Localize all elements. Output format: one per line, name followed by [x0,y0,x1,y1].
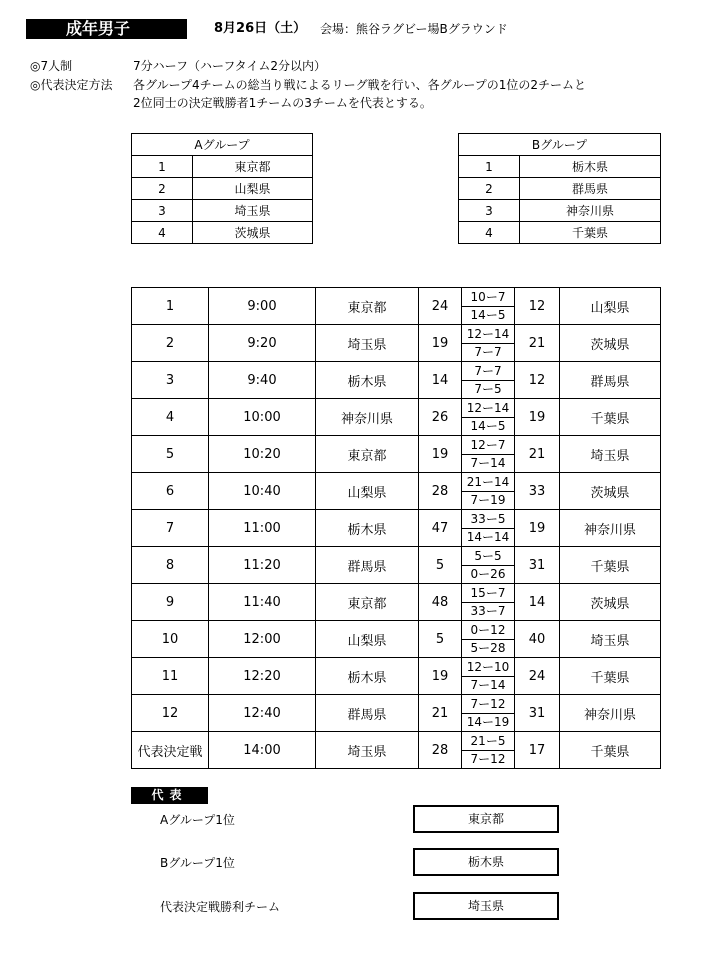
match-row [132,621,661,658]
group-a-row [132,178,313,200]
second-half-score: 7ー19 [470,492,506,507]
match-row [132,473,661,510]
away-team: 埼玉県 [560,621,661,658]
match-row [132,732,661,769]
second-half-score: 7ー12 [470,751,506,766]
half-scores [462,399,515,436]
home-team: 埼玉県 [316,325,419,362]
match-time: 10:20 [209,436,316,473]
first-half-score: 33ー5 [462,511,514,529]
match-number: 4 [132,399,209,436]
second-half-score: 14ー5 [470,418,506,433]
away-team: 神奈川県 [560,510,661,547]
first-half-score: 7ー12 [462,696,514,714]
first-half-score: 21ー5 [462,733,514,751]
first-half-score: 0ー12 [462,622,514,640]
home-team: 東京都 [316,584,419,621]
away-score: 21 [515,436,560,473]
team-name: 埼玉県 [193,200,313,222]
match-time: 12:00 [209,621,316,658]
team-name: 群馬県 [520,178,661,200]
first-half-score: 21ー14 [462,474,514,492]
match-row [132,584,661,621]
home-score: 19 [419,325,462,362]
second-half-score: 7ー14 [470,677,506,692]
half-scores [462,362,515,399]
match-time: 14:00 [209,732,316,769]
match-number: 9 [132,584,209,621]
home-score: 14 [419,362,462,399]
rule-format-text: 7分ハーフ（ハーフタイム2分以内） [133,59,326,73]
group-b-row [459,156,661,178]
match-schedule-table [131,287,661,769]
match-number: 1 [132,288,209,325]
away-team: 群馬県 [560,362,661,399]
event-date: 8月26日（土） [214,21,307,36]
rule-format-label: ◎7人制 [30,59,73,73]
half-scores [462,732,515,769]
match-number: 3 [132,362,209,399]
home-team: 栃木県 [316,510,419,547]
match-number: 11 [132,658,209,695]
match-time: 9:40 [209,362,316,399]
match-number: 6 [132,473,209,510]
home-score: 24 [419,288,462,325]
half-scores [462,658,515,695]
match-time: 12:20 [209,658,316,695]
home-team: 東京都 [316,288,419,325]
away-team: 千葉県 [560,547,661,584]
match-time: 9:00 [209,288,316,325]
home-score: 19 [419,436,462,473]
team-number: 4 [459,222,520,244]
match-row [132,547,661,584]
half-scores [462,695,515,732]
away-score: 33 [515,473,560,510]
away-team: 神奈川県 [560,695,661,732]
match-time: 11:20 [209,547,316,584]
home-team: 山梨県 [316,621,419,658]
match-time: 11:00 [209,510,316,547]
match-number: 代表決定戦 [132,732,209,769]
team-number: 3 [459,200,520,222]
match-time: 10:00 [209,399,316,436]
team-name: 栃木県 [520,156,661,178]
half-scores [462,584,515,621]
first-half-score: 5ー5 [462,548,514,566]
away-team: 山梨県 [560,288,661,325]
match-row [132,658,661,695]
away-score: 12 [515,288,560,325]
half-scores [462,473,515,510]
second-half-score: 5ー28 [470,640,506,655]
group-b-table [458,133,661,244]
second-half-score: 7ー7 [474,344,502,359]
group-b-row [459,222,661,244]
match-row [132,288,661,325]
group-b-title: Bグループ [459,134,661,156]
away-team: 埼玉県 [560,436,661,473]
half-scores [462,621,515,658]
rule-method-text-line1: 各グループ4チームの総当り戦によるリーグ戦を行い、各グループの1位の2チームと [133,78,586,92]
half-scores [462,288,515,325]
home-score: 5 [419,547,462,584]
home-score: 28 [419,732,462,769]
team-name: 山梨県 [193,178,313,200]
group-a-title: Aグループ [132,134,313,156]
group-a-row [132,200,313,222]
representatives-heading: 代表 [131,787,208,804]
away-team: 千葉県 [560,732,661,769]
second-half-score: 14ー14 [466,529,510,544]
team-number: 3 [132,200,193,222]
home-score: 26 [419,399,462,436]
home-team: 栃木県 [316,362,419,399]
match-row [132,399,661,436]
team-name: 東京都 [193,156,313,178]
rep-team-playoff: 埼玉県 [413,892,559,920]
team-name: 茨城県 [193,222,313,244]
home-team: 埼玉県 [316,732,419,769]
home-team: 栃木県 [316,658,419,695]
match-row [132,695,661,732]
home-team: 東京都 [316,436,419,473]
away-team: 茨城県 [560,584,661,621]
group-a-row [132,222,313,244]
match-number: 2 [132,325,209,362]
match-number: 5 [132,436,209,473]
match-number: 10 [132,621,209,658]
rule-method-text-line2: 2位同士の決定戦勝者1チームの3チームを代表とする。 [133,96,432,110]
first-half-score: 15ー7 [462,585,514,603]
match-time: 10:40 [209,473,316,510]
home-team: 山梨県 [316,473,419,510]
match-time: 9:20 [209,325,316,362]
match-number: 7 [132,510,209,547]
home-score: 19 [419,658,462,695]
match-row [132,510,661,547]
rule-method-label: ◎代表決定方法 [30,78,113,92]
match-row [132,362,661,399]
away-score: 19 [515,399,560,436]
first-half-score: 12ー14 [462,400,514,418]
away-score: 14 [515,584,560,621]
away-team: 茨城県 [560,325,661,362]
team-number: 1 [459,156,520,178]
first-half-score: 12ー14 [462,326,514,344]
page-title: 成年男子 [26,19,187,39]
away-score: 21 [515,325,560,362]
home-team: 群馬県 [316,547,419,584]
rep-label-playoff: 代表決定戦勝利チーム [160,900,281,914]
rep-team-a: 東京都 [413,805,559,833]
second-half-score: 7ー5 [474,381,502,396]
match-time: 12:40 [209,695,316,732]
rep-team-b: 栃木県 [413,848,559,876]
away-score: 17 [515,732,560,769]
match-row [132,325,661,362]
half-scores [462,547,515,584]
group-a-row [132,156,313,178]
team-name: 千葉県 [520,222,661,244]
rep-label-b: Bグループ1位 [160,856,235,870]
home-score: 5 [419,621,462,658]
rep-label-a: Aグループ1位 [160,813,235,827]
away-team: 茨城県 [560,473,661,510]
team-number: 1 [132,156,193,178]
group-a-table [131,133,313,244]
second-half-score: 33ー7 [470,603,506,618]
team-number: 4 [132,222,193,244]
second-half-score: 7ー14 [470,455,506,470]
second-half-score: 14ー19 [466,714,510,729]
home-score: 47 [419,510,462,547]
away-score: 31 [515,547,560,584]
match-row [132,436,661,473]
second-half-score: 14ー5 [470,307,506,322]
home-score: 28 [419,473,462,510]
away-score: 24 [515,658,560,695]
first-half-score: 12ー10 [462,659,514,677]
away-score: 40 [515,621,560,658]
group-b-row [459,178,661,200]
match-number: 12 [132,695,209,732]
half-scores [462,436,515,473]
team-number: 2 [132,178,193,200]
event-venue: 会場：熊谷ラグビー場Bグラウンド [320,22,508,36]
first-half-score: 7ー7 [462,363,514,381]
match-time: 11:40 [209,584,316,621]
home-score: 21 [419,695,462,732]
match-number: 8 [132,547,209,584]
home-team: 群馬県 [316,695,419,732]
away-score: 19 [515,510,560,547]
team-name: 神奈川県 [520,200,661,222]
first-half-score: 10ー7 [462,289,514,307]
home-score: 48 [419,584,462,621]
first-half-score: 12ー7 [462,437,514,455]
away-team: 千葉県 [560,658,661,695]
half-scores [462,510,515,547]
half-scores [462,325,515,362]
away-team: 千葉県 [560,399,661,436]
team-number: 2 [459,178,520,200]
second-half-score: 0ー26 [470,566,506,581]
away-score: 12 [515,362,560,399]
group-b-row [459,200,661,222]
home-team: 神奈川県 [316,399,419,436]
away-score: 31 [515,695,560,732]
